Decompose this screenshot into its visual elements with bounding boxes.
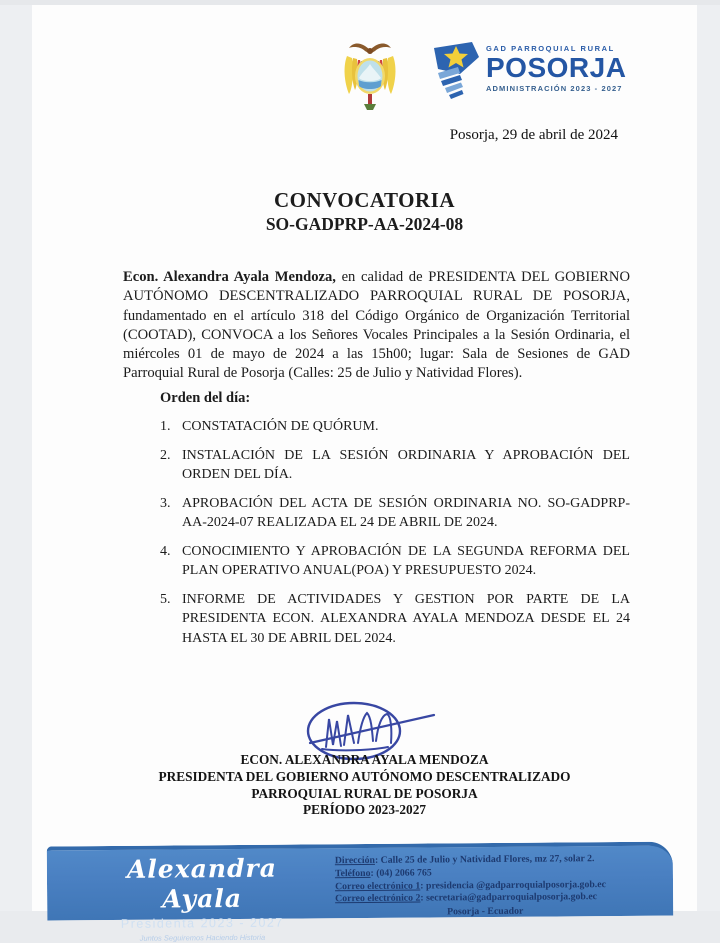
logo-admin-period: ADMINISTRACIÓN 2023 - 2027 xyxy=(486,84,623,93)
signatory-period: PERÍODO 2023-2027 xyxy=(303,802,426,818)
agenda-item-text: APROBACIÓN DEL ACTA DE SESIÓN ORDINARIA NO. SO-GADPRP- AA-2024-07 REALIZADA EL 24 DE ABRIL DE 2024. xyxy=(182,495,630,530)
logo-org-type: GAD PARROQUIAL RURAL xyxy=(486,44,615,53)
intro-paragraph xyxy=(123,268,630,384)
signatory-title-2: PARROQUIAL RURAL DE POSORJA xyxy=(251,785,478,801)
footer-contact xyxy=(335,853,655,919)
footer-name-script: Alexandra Ayala xyxy=(126,853,277,914)
signature-block xyxy=(32,752,697,819)
document-number: SO-GADPRP-AA-2024-08 xyxy=(265,214,464,234)
agenda-item-text: INFORME DE ACTIVIDADES Y GESTION POR PARTE DE LA PRESIDENTA ECON. ALEXANDRA AYALA MENDOZA DESDE EL 24 HASTA EL 30 DE ABRIL DEL 2024. xyxy=(182,591,630,646)
footer-banner xyxy=(47,842,674,943)
footer-identity xyxy=(87,853,318,943)
posorja-shield-icon xyxy=(430,40,482,100)
signatory-name-inline: Econ. Alexandra Ayala Mendoza, xyxy=(123,269,336,285)
contact-email-2-label: Correo electrónico 2 xyxy=(335,892,421,905)
contact-email-2-value: : secretaria@gadparroquialposorja.gob.ec xyxy=(420,891,598,904)
agenda-item xyxy=(182,542,630,581)
agenda-item-text: INSTALACIÓN DE LA SESIÓN ORDINARIA Y APROBACIÓN DEL ORDEN DEL DÍA. xyxy=(182,447,630,482)
posorja-logo xyxy=(430,40,626,102)
agenda-item xyxy=(182,590,630,649)
agenda-list xyxy=(182,417,630,657)
agenda-heading: Orden del día: xyxy=(160,390,251,406)
contact-email-1-label: Correo electrónico 1 xyxy=(334,880,421,892)
agenda-item xyxy=(182,417,630,437)
logo-org-name: POSORJA xyxy=(486,52,627,83)
document-title: CONVOCATORIA xyxy=(274,188,455,212)
agenda-item-text: CONOCIMIENTO Y APROBACIÓN DE LA SEGUNDA REFORMA DEL PLAN OPERATIVO ANUAL(POA) Y PRESUPUESTO 2024. xyxy=(182,543,630,578)
intro-text: en calidad de PRESIDENTA DEL GOBIERNO AUTÓNOMO DESCENTRALIZADO PARROQUIAL RURAL DE POSORJA, fundamentado en el artículo 318 del Código Orgánico de Organización Territorial (COOTAD), CONVOCA a los Señores Vocales Principales a la Sesión Ordinaria, el miércoles 01 de mayo de 2024 a las 15h00; lugar: Sala de Sesiones de GAD Parroquial Rural de Posorja (Calles: 25 de Julio y Natividad Flores). xyxy=(123,269,630,382)
ecuador-coat-of-arms-icon xyxy=(337,38,403,114)
contact-phone-label: Teléfono xyxy=(334,867,371,879)
footer-role: Presidenta 2023 - 2027 xyxy=(120,915,284,931)
contact-location: Posorja - Ecuador xyxy=(447,905,524,918)
contact-address-label: Dirección xyxy=(334,854,375,867)
footer-slogan: Juntos Seguiremos Haciendo Historia xyxy=(139,932,266,943)
contact-email-2 xyxy=(335,891,655,906)
contact-phone-value: : (04) 2066 765 xyxy=(370,867,432,879)
agenda-item xyxy=(182,494,630,533)
contact-address-value: : Calle 25 de Julio y Natividad Flores, mz 27, solar 2. xyxy=(374,853,595,866)
document-title-block xyxy=(32,188,697,235)
signatory-name: ECON. ALEXANDRA AYALA MENDOZA xyxy=(240,752,489,767)
agenda-item-text: CONSTATACIÓN DE QUÓRUM. xyxy=(182,419,379,434)
signatory-title-1: PRESIDENTA DEL GOBIERNO AUTÓNOMO DESCENTRALIZADO xyxy=(158,768,571,784)
agenda-item xyxy=(182,446,630,485)
posorja-logo-text xyxy=(482,40,626,102)
contact-email-1-value: : presidencia @gadparroquialposorja.gob.ec xyxy=(420,878,606,892)
date-line: Posorja, 29 de abril de 2024 xyxy=(449,127,618,143)
